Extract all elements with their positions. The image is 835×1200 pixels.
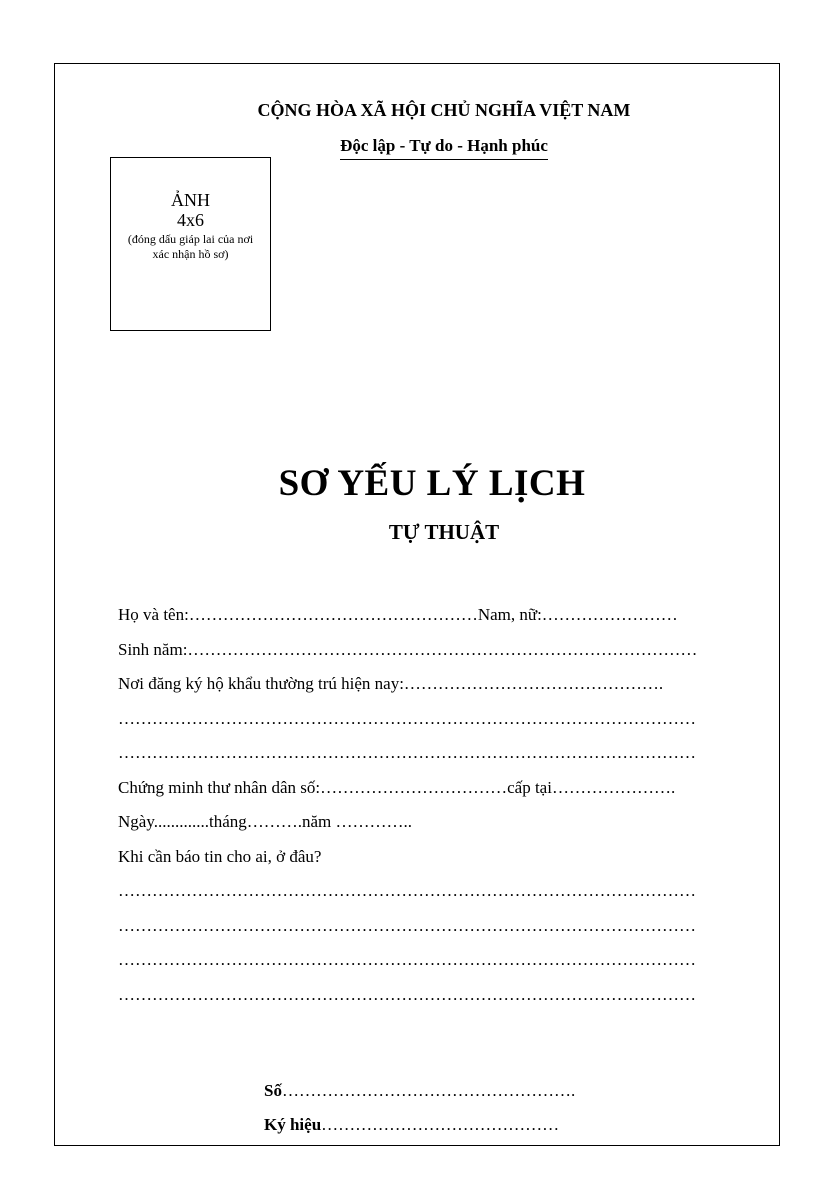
field-full-name[interactable]: Họ và tên:……………………………………………Nam, nữ:…………………… — [118, 605, 678, 624]
field-address-continued[interactable]: ………………………………………………………………………………………… — [118, 708, 696, 728]
document-number-dots: ……………………………………………. — [281, 1081, 576, 1100]
photo-box — [110, 157, 271, 331]
form-title: SƠ YẾU LÝ LỊCH — [278, 463, 586, 504]
field-issue-date[interactable]: Ngày.............tháng……….năm ………….. — [118, 812, 413, 831]
photo-note: (đóng dấu giáp lai của nơi xác nhận hồ sơ) — [127, 232, 254, 261]
document-code-dots: …………………………………… — [321, 1115, 560, 1134]
field-emergency-contact[interactable]: ………………………………………………………………………………………… — [118, 984, 696, 1004]
photo-size: 4x6 — [177, 210, 204, 230]
field-emergency-contact[interactable]: ………………………………………………………………………………………… — [118, 950, 696, 969]
form-fields — [118, 598, 773, 1012]
document-code-label: Ký hiệu — [264, 1115, 322, 1134]
field-id-number[interactable]: Chứng minh thư nhân dân số:……………………………cấp tại…………………. — [118, 777, 676, 797]
document-footer — [264, 1074, 664, 1142]
field-document-code[interactable] — [264, 1108, 664, 1142]
national-title: CỘNG HÒA XÃ HỘI CHỦ NGHĨA VIỆT NAM — [257, 100, 631, 120]
field-emergency-contact[interactable]: ………………………………………………………………………………………… — [118, 915, 696, 935]
field-emergency-contact-label: Khi cần báo tin cho ai, ở đâu? — [118, 846, 322, 866]
form-subtitle: TỰ THUẬT — [388, 520, 500, 544]
field-document-number[interactable] — [264, 1074, 664, 1108]
field-birth-year[interactable]: Sinh năm:……………………………………………………………………………… — [118, 639, 698, 659]
document-number-label: Số — [264, 1081, 282, 1100]
photo-label: ẢNH — [171, 190, 210, 210]
motto-text: Độc lập - Tự do - Hạnh phúc — [340, 136, 548, 160]
field-permanent-address[interactable]: Nơi đăng ký hộ khẩu thường trú hiện nay:………………………………………. — [118, 674, 664, 693]
field-emergency-contact[interactable]: ………………………………………………………………………………………… — [118, 881, 696, 900]
field-address-continued[interactable]: ………………………………………………………………………………………… — [118, 743, 696, 762]
